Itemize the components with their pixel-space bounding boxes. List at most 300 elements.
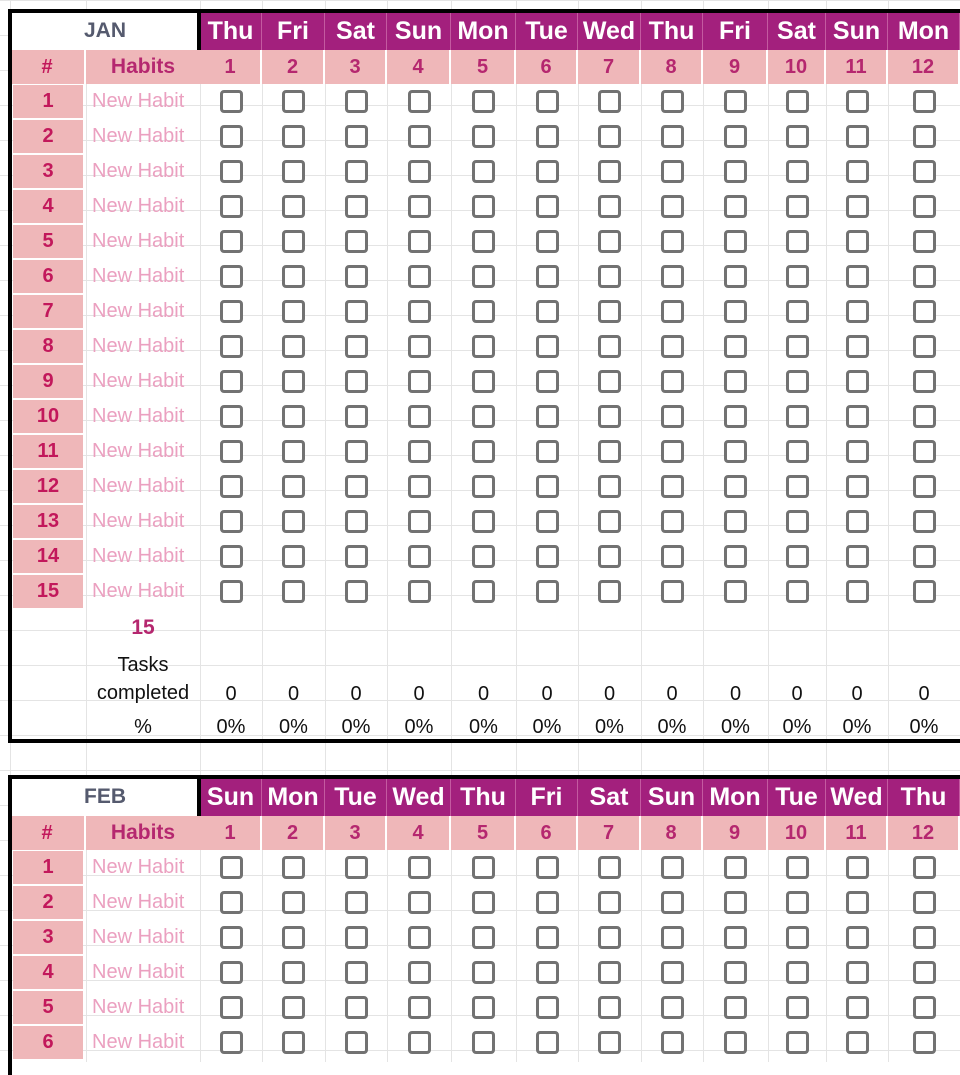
habit-checkbox[interactable] [282, 300, 305, 323]
habit-name[interactable]: New Habit [92, 961, 185, 983]
habit-checkbox[interactable] [846, 510, 869, 533]
habit-checkbox[interactable] [345, 891, 368, 914]
habit-checkbox[interactable] [345, 335, 368, 358]
habit-checkbox[interactable] [786, 545, 809, 568]
habit-checkbox[interactable] [661, 996, 684, 1019]
habit-name[interactable]: New Habit [92, 510, 185, 532]
habit-checkbox[interactable] [846, 856, 869, 879]
habit-number: 4 [13, 956, 83, 989]
habit-checkbox[interactable] [282, 230, 305, 253]
habit-name[interactable]: New Habit [92, 160, 185, 182]
habit-number: 5 [13, 225, 83, 258]
habit-checkbox[interactable] [282, 961, 305, 984]
habit-checkbox[interactable] [220, 961, 243, 984]
habit-checkbox[interactable] [220, 545, 243, 568]
habit-checkbox[interactable] [913, 160, 936, 183]
habit-checkbox[interactable] [598, 90, 621, 113]
habit-checkbox[interactable] [661, 1031, 684, 1054]
habit-checkbox[interactable] [345, 90, 368, 113]
habit-checkbox[interactable] [282, 335, 305, 358]
habit-checkbox[interactable] [661, 926, 684, 949]
habit-checkbox[interactable] [598, 300, 621, 323]
habit-checkbox[interactable] [345, 475, 368, 498]
habit-checkbox[interactable] [345, 230, 368, 253]
habit-checkbox[interactable] [220, 265, 243, 288]
habit-checkbox[interactable] [345, 961, 368, 984]
habit-checkbox[interactable] [724, 90, 747, 113]
habit-checkbox[interactable] [282, 125, 305, 148]
habit-name[interactable]: New Habit [92, 996, 185, 1018]
habit-checkbox[interactable] [598, 545, 621, 568]
habit-checkbox[interactable] [598, 961, 621, 984]
habit-checkbox[interactable] [786, 961, 809, 984]
habit-checkbox[interactable] [220, 996, 243, 1019]
date-cell: 7 [578, 816, 641, 850]
habit-checkbox[interactable] [598, 160, 621, 183]
habit-checkbox[interactable] [220, 926, 243, 949]
habit-checkbox[interactable] [846, 926, 869, 949]
habit-checkbox[interactable] [913, 300, 936, 323]
habit-checkbox[interactable] [536, 335, 559, 358]
habit-checkbox[interactable] [846, 1031, 869, 1054]
habit-checkbox[interactable] [472, 440, 495, 463]
habit-checkbox[interactable] [786, 405, 809, 428]
habit-checkbox[interactable] [282, 510, 305, 533]
habit-checkbox[interactable] [661, 475, 684, 498]
habit-checkbox[interactable] [345, 160, 368, 183]
habit-checkbox[interactable] [598, 510, 621, 533]
habit-checkbox[interactable] [598, 440, 621, 463]
habit-checkbox[interactable] [536, 475, 559, 498]
habit-checkbox[interactable] [282, 440, 305, 463]
habit-checkbox[interactable] [913, 926, 936, 949]
habit-checkbox[interactable] [408, 510, 431, 533]
habit-checkbox[interactable] [536, 891, 559, 914]
habit-checkbox[interactable] [846, 195, 869, 218]
habit-checkbox[interactable] [536, 405, 559, 428]
habit-checkbox[interactable] [472, 856, 495, 879]
habit-checkbox[interactable] [724, 545, 747, 568]
habit-checkbox[interactable] [913, 475, 936, 498]
habit-name[interactable]: New Habit [92, 440, 185, 462]
habit-checkbox[interactable] [345, 370, 368, 393]
habit-checkbox[interactable] [408, 370, 431, 393]
habit-checkbox[interactable] [220, 856, 243, 879]
habit-checkbox[interactable] [724, 926, 747, 949]
habit-name[interactable]: New Habit [92, 856, 185, 878]
habit-checkbox[interactable] [408, 405, 431, 428]
habit-checkbox[interactable] [913, 996, 936, 1019]
habit-name[interactable]: New Habit [92, 891, 185, 913]
habit-checkbox[interactable] [661, 335, 684, 358]
habit-checkbox[interactable] [846, 160, 869, 183]
habit-checkbox[interactable] [786, 580, 809, 603]
habit-checkbox[interactable] [345, 856, 368, 879]
habit-checkbox[interactable] [536, 265, 559, 288]
habit-checkbox[interactable] [598, 891, 621, 914]
habit-number: 7 [13, 295, 83, 328]
habit-checkbox[interactable] [472, 265, 495, 288]
habit-checkbox[interactable] [536, 230, 559, 253]
habit-checkbox[interactable] [661, 265, 684, 288]
date-cell: 1 [200, 816, 262, 850]
day-header: Sun [826, 12, 888, 50]
habit-checkbox[interactable] [345, 996, 368, 1019]
habit-checkbox[interactable] [536, 580, 559, 603]
date-cell: 10 [768, 50, 826, 84]
habit-checkbox[interactable] [220, 230, 243, 253]
habit-checkbox[interactable] [345, 405, 368, 428]
habit-checkbox[interactable] [345, 545, 368, 568]
habit-checkbox[interactable] [598, 580, 621, 603]
habit-name[interactable]: New Habit [92, 90, 185, 112]
habit-checkbox[interactable] [661, 405, 684, 428]
habit-checkbox[interactable] [408, 961, 431, 984]
habit-checkbox[interactable] [282, 405, 305, 428]
habit-checkbox[interactable] [724, 440, 747, 463]
habit-checkbox[interactable] [724, 1031, 747, 1054]
habit-checkbox[interactable] [345, 300, 368, 323]
habit-checkbox[interactable] [786, 926, 809, 949]
habit-checkbox[interactable] [220, 90, 243, 113]
habit-checkbox[interactable] [408, 265, 431, 288]
habit-checkbox[interactable] [536, 90, 559, 113]
habit-checkbox[interactable] [408, 125, 431, 148]
habit-checkbox[interactable] [846, 545, 869, 568]
percent-value: 0% [782, 715, 812, 738]
habit-checkbox[interactable] [536, 195, 559, 218]
habit-checkbox[interactable] [786, 90, 809, 113]
habit-checkbox[interactable] [220, 475, 243, 498]
habit-checkbox[interactable] [786, 510, 809, 533]
habit-checkbox[interactable] [661, 510, 684, 533]
habit-checkbox[interactable] [724, 475, 747, 498]
habit-checkbox[interactable] [846, 405, 869, 428]
habit-name[interactable]: New Habit [92, 475, 185, 497]
habit-checkbox[interactable] [345, 195, 368, 218]
habit-checkbox[interactable] [472, 405, 495, 428]
habit-checkbox[interactable] [345, 125, 368, 148]
habit-checkbox[interactable] [661, 856, 684, 879]
habit-checkbox[interactable] [282, 996, 305, 1019]
habit-checkbox[interactable] [846, 90, 869, 113]
month-label: FEB [10, 778, 200, 816]
habit-checkbox[interactable] [536, 545, 559, 568]
habit-checkbox[interactable] [536, 856, 559, 879]
habit-checkbox[interactable] [786, 125, 809, 148]
habit-checkbox[interactable] [724, 125, 747, 148]
percent-value: 0% [721, 715, 750, 738]
habit-checkbox[interactable] [472, 891, 495, 914]
habit-name[interactable]: New Habit [92, 195, 185, 217]
habit-name[interactable]: New Habit [92, 1031, 185, 1053]
habit-checkbox[interactable] [220, 580, 243, 603]
habit-checkbox[interactable] [472, 230, 495, 253]
habit-checkbox[interactable] [536, 926, 559, 949]
habit-checkbox[interactable] [661, 580, 684, 603]
habit-checkbox[interactable] [846, 125, 869, 148]
habit-checkbox[interactable] [913, 195, 936, 218]
habit-checkbox[interactable] [661, 891, 684, 914]
habit-checkbox[interactable] [846, 300, 869, 323]
habit-checkbox[interactable] [598, 195, 621, 218]
habit-checkbox[interactable] [598, 996, 621, 1019]
habit-checkbox[interactable] [913, 510, 936, 533]
habit-name[interactable]: New Habit [92, 926, 185, 948]
habit-checkbox[interactable] [598, 125, 621, 148]
habit-checkbox[interactable] [408, 580, 431, 603]
habit-checkbox[interactable] [913, 265, 936, 288]
habit-checkbox[interactable] [408, 1031, 431, 1054]
habit-checkbox[interactable] [846, 891, 869, 914]
habit-checkbox[interactable] [786, 230, 809, 253]
habit-checkbox[interactable] [408, 996, 431, 1019]
percent-value: 0% [842, 715, 872, 738]
habit-checkbox[interactable] [536, 1031, 559, 1054]
gridline [0, 770, 960, 771]
habit-checkbox[interactable] [661, 961, 684, 984]
habit-checkbox[interactable] [408, 545, 431, 568]
habit-checkbox[interactable] [536, 440, 559, 463]
habit-checkbox[interactable] [786, 1031, 809, 1054]
habit-checkbox[interactable] [282, 195, 305, 218]
habit-checkbox[interactable] [786, 856, 809, 879]
day-header: Fri [703, 12, 768, 50]
habit-checkbox[interactable] [472, 300, 495, 323]
habit-checkbox[interactable] [536, 300, 559, 323]
habit-checkbox[interactable] [408, 160, 431, 183]
habit-checkbox[interactable] [536, 160, 559, 183]
habit-checkbox[interactable] [724, 335, 747, 358]
habit-checkbox[interactable] [220, 335, 243, 358]
habit-checkbox[interactable] [598, 926, 621, 949]
habit-name[interactable]: New Habit [92, 230, 185, 252]
habit-checkbox[interactable] [724, 265, 747, 288]
habit-checkbox[interactable] [724, 405, 747, 428]
habit-checkbox[interactable] [786, 440, 809, 463]
habit-checkbox[interactable] [913, 580, 936, 603]
habit-checkbox[interactable] [846, 580, 869, 603]
habit-checkbox[interactable] [913, 90, 936, 113]
habit-checkbox[interactable] [472, 545, 495, 568]
habit-checkbox[interactable] [472, 195, 495, 218]
habit-checkbox[interactable] [913, 891, 936, 914]
date-cell: 12 [888, 816, 960, 850]
habit-checkbox[interactable] [913, 440, 936, 463]
habit-checkbox[interactable] [846, 996, 869, 1019]
habit-checkbox[interactable] [786, 475, 809, 498]
habit-checkbox[interactable] [282, 370, 305, 393]
habit-name[interactable]: New Habit [92, 300, 185, 322]
habit-checkbox[interactable] [661, 230, 684, 253]
habit-checkbox[interactable] [724, 370, 747, 393]
habit-checkbox[interactable] [282, 160, 305, 183]
habit-checkbox[interactable] [282, 545, 305, 568]
habit-checkbox[interactable] [408, 926, 431, 949]
habit-number: 3 [13, 921, 83, 954]
habit-checkbox[interactable] [598, 405, 621, 428]
habit-checkbox[interactable] [724, 856, 747, 879]
habit-checkbox[interactable] [345, 510, 368, 533]
habits-header: Habits [86, 50, 200, 84]
habit-checkbox[interactable] [220, 370, 243, 393]
habit-checkbox[interactable] [913, 230, 936, 253]
habit-checkbox[interactable] [345, 265, 368, 288]
habit-checkbox[interactable] [472, 926, 495, 949]
habit-checkbox[interactable] [408, 475, 431, 498]
habit-checkbox[interactable] [786, 996, 809, 1019]
habit-checkbox[interactable] [724, 961, 747, 984]
habit-checkbox[interactable] [661, 125, 684, 148]
habit-checkbox[interactable] [724, 300, 747, 323]
gridline [516, 0, 517, 1062]
habit-checkbox[interactable] [282, 926, 305, 949]
habit-checkbox[interactable] [661, 545, 684, 568]
habit-checkbox[interactable] [661, 440, 684, 463]
habit-checkbox[interactable] [345, 926, 368, 949]
habit-checkbox[interactable] [661, 195, 684, 218]
habit-name[interactable]: New Habit [92, 545, 185, 567]
habit-checkbox[interactable] [472, 961, 495, 984]
day-header: Tue [516, 12, 578, 50]
habit-name[interactable]: New Habit [92, 405, 185, 427]
habit-checkbox[interactable] [786, 335, 809, 358]
habit-checkbox[interactable] [913, 125, 936, 148]
habit-checkbox[interactable] [472, 510, 495, 533]
habit-checkbox[interactable] [345, 580, 368, 603]
habit-checkbox[interactable] [345, 1031, 368, 1054]
habit-checkbox[interactable] [220, 195, 243, 218]
habit-checkbox[interactable] [724, 996, 747, 1019]
habit-checkbox[interactable] [282, 90, 305, 113]
habit-checkbox[interactable] [536, 996, 559, 1019]
habit-checkbox[interactable] [472, 580, 495, 603]
habit-checkbox[interactable] [408, 856, 431, 879]
habit-checkbox[interactable] [724, 510, 747, 533]
habit-checkbox[interactable] [472, 90, 495, 113]
habit-checkbox[interactable] [472, 125, 495, 148]
habit-checkbox[interactable] [913, 405, 936, 428]
habit-checkbox[interactable] [220, 891, 243, 914]
day-header: Thu [888, 778, 960, 816]
habit-checkbox[interactable] [220, 405, 243, 428]
habit-checkbox[interactable] [661, 370, 684, 393]
habit-checkbox[interactable] [598, 335, 621, 358]
habit-checkbox[interactable] [472, 1031, 495, 1054]
habit-checkbox[interactable] [282, 1031, 305, 1054]
habit-checkbox[interactable] [724, 230, 747, 253]
habit-checkbox[interactable] [472, 335, 495, 358]
habit-checkbox[interactable] [913, 370, 936, 393]
habit-checkbox[interactable] [786, 160, 809, 183]
habit-checkbox[interactable] [846, 335, 869, 358]
habit-checkbox[interactable] [786, 195, 809, 218]
habit-checkbox[interactable] [220, 160, 243, 183]
habit-checkbox[interactable] [282, 580, 305, 603]
habit-name[interactable]: New Habit [92, 580, 185, 602]
habit-checkbox[interactable] [661, 90, 684, 113]
habit-checkbox[interactable] [345, 440, 368, 463]
habit-checkbox[interactable] [408, 300, 431, 323]
habit-checkbox[interactable] [724, 160, 747, 183]
day-header: Thu [451, 778, 516, 816]
habit-checkbox[interactable] [408, 335, 431, 358]
habit-checkbox[interactable] [536, 125, 559, 148]
habit-checkbox[interactable] [536, 961, 559, 984]
habit-checkbox[interactable] [786, 891, 809, 914]
habit-checkbox[interactable] [220, 125, 243, 148]
habit-checkbox[interactable] [724, 891, 747, 914]
habit-checkbox[interactable] [598, 265, 621, 288]
habit-checkbox[interactable] [220, 300, 243, 323]
habit-checkbox[interactable] [913, 961, 936, 984]
habit-checkbox[interactable] [598, 475, 621, 498]
habit-checkbox[interactable] [846, 475, 869, 498]
habit-checkbox[interactable] [846, 440, 869, 463]
habit-checkbox[interactable] [846, 961, 869, 984]
habit-name[interactable]: New Habit [92, 125, 185, 147]
habit-checkbox[interactable] [786, 370, 809, 393]
habit-checkbox[interactable] [408, 891, 431, 914]
habit-checkbox[interactable] [282, 475, 305, 498]
habit-checkbox[interactable] [598, 856, 621, 879]
habit-checkbox[interactable] [536, 510, 559, 533]
habit-checkbox[interactable] [786, 265, 809, 288]
habit-checkbox[interactable] [913, 856, 936, 879]
habit-name[interactable]: New Habit [92, 335, 185, 357]
gridline [703, 0, 704, 1062]
date-cell: 9 [703, 50, 768, 84]
habit-checkbox[interactable] [408, 90, 431, 113]
habit-checkbox[interactable] [220, 510, 243, 533]
habit-checkbox[interactable] [220, 440, 243, 463]
habit-checkbox[interactable] [661, 160, 684, 183]
habit-checkbox[interactable] [282, 891, 305, 914]
habit-checkbox[interactable] [913, 1031, 936, 1054]
date-cell: 9 [703, 816, 768, 850]
habit-name[interactable]: New Habit [92, 265, 185, 287]
habit-checkbox[interactable] [598, 370, 621, 393]
habit-checkbox[interactable] [472, 996, 495, 1019]
habit-checkbox[interactable] [472, 370, 495, 393]
habit-checkbox[interactable] [408, 230, 431, 253]
habit-checkbox[interactable] [282, 265, 305, 288]
habit-checkbox[interactable] [472, 160, 495, 183]
habit-name[interactable]: New Habit [92, 370, 185, 392]
habit-checkbox[interactable] [536, 370, 559, 393]
habit-checkbox[interactable] [220, 1031, 243, 1054]
day-header: Wed [578, 12, 641, 50]
habit-checkbox[interactable] [472, 475, 495, 498]
habit-checkbox[interactable] [282, 856, 305, 879]
habit-checkbox[interactable] [598, 230, 621, 253]
habit-checkbox[interactable] [408, 195, 431, 218]
gridline [641, 0, 642, 1062]
habit-checkbox[interactable] [724, 580, 747, 603]
habit-checkbox[interactable] [786, 300, 809, 323]
habit-checkbox[interactable] [846, 265, 869, 288]
habit-checkbox[interactable] [661, 300, 684, 323]
habit-checkbox[interactable] [913, 545, 936, 568]
day-header: Mon [262, 778, 325, 816]
habit-checkbox[interactable] [408, 440, 431, 463]
tasks-completed-value: 0 [225, 682, 237, 705]
habit-checkbox[interactable] [598, 1031, 621, 1054]
habit-checkbox[interactable] [724, 195, 747, 218]
habit-checkbox[interactable] [846, 230, 869, 253]
habit-checkbox[interactable] [913, 335, 936, 358]
habit-checkbox[interactable] [846, 370, 869, 393]
